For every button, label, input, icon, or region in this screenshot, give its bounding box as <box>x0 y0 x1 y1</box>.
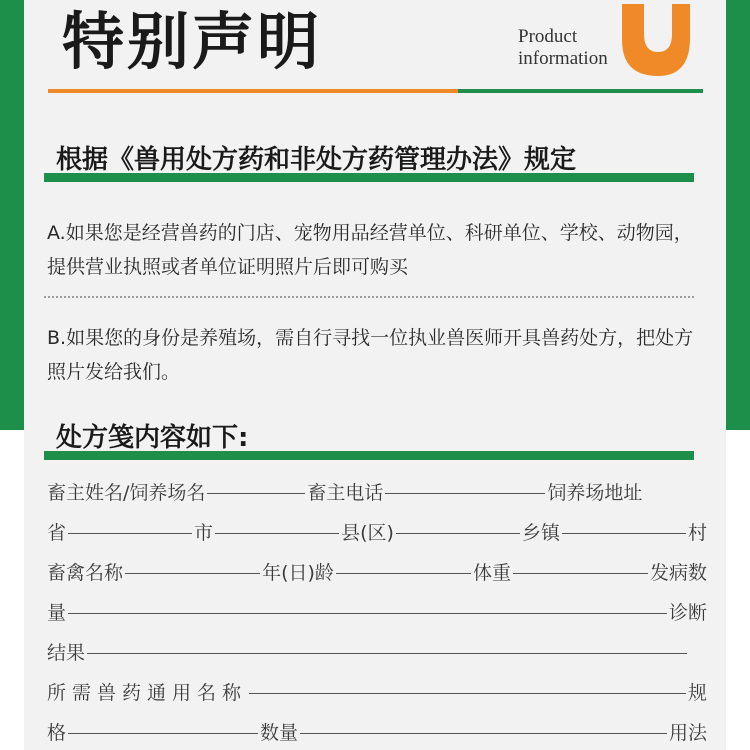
form-line-result <box>47 638 707 668</box>
blank-line <box>396 533 520 534</box>
form-line-drug <box>47 678 707 708</box>
statement-card <box>24 0 726 750</box>
form-line-dosage <box>47 718 707 748</box>
dotted-divider <box>44 296 694 298</box>
regulation-heading <box>44 142 694 182</box>
prescription-heading <box>44 420 694 460</box>
field-owner-phone: 畜主电话 <box>307 482 384 504</box>
prescription-heading-text: 处方笺内容如下: <box>56 423 249 453</box>
field-drug-name: 所需兽药通用名称 <box>47 682 248 704</box>
field-spec: 规 <box>687 682 707 704</box>
blank-line <box>207 493 305 494</box>
brand-logo-icon <box>614 0 694 80</box>
field-city: 市 <box>194 522 214 544</box>
blank-line <box>215 533 339 534</box>
paragraph-a: A.如果您是经营兽药的门店、宠物用品经营单位、科研单位、学校、动物园，提供营业执照或者单位证明照片后即可购买 <box>47 222 693 278</box>
blank-line <box>562 533 686 534</box>
product-label-line2: information <box>518 48 608 69</box>
title-divider-green <box>458 89 703 93</box>
field-county: 县(区) <box>341 522 394 544</box>
product-label-line1: Product <box>518 26 578 47</box>
blank-line <box>68 613 667 614</box>
blank-line <box>300 733 667 734</box>
blank-line <box>249 693 686 694</box>
field-farm-address: 饲养场地址 <box>547 482 643 504</box>
blank-line <box>68 533 192 534</box>
title-divider <box>48 89 703 93</box>
blank-line <box>125 573 260 574</box>
field-weight: 体重 <box>472 562 511 584</box>
field-amount: 数量 <box>260 722 299 744</box>
field-age: 年(日)龄 <box>262 562 334 584</box>
field-village: 村 <box>688 522 708 544</box>
form-line-address <box>47 518 707 548</box>
field-usage: 用法 <box>668 722 707 744</box>
regulation-heading-text: 根据《兽用处方药和非处方药管理办法》规定 <box>56 145 577 175</box>
field-result: 结果 <box>47 642 86 664</box>
title-divider-orange <box>48 89 458 93</box>
blank-line <box>385 493 545 494</box>
blank-line <box>513 573 648 574</box>
paragraph-b: B.如果您的身份是养殖场，需自行寻找一位执业兽医师开具兽药处方，把处方照片发给我们。 <box>47 327 694 383</box>
field-quantity-cont: 量 <box>47 602 67 624</box>
blank-line <box>68 733 258 734</box>
field-animal-name: 畜禽名称 <box>47 562 124 584</box>
field-cases: 发病数 <box>650 562 708 584</box>
field-province: 省 <box>47 522 67 544</box>
field-spec-cont: 格 <box>47 722 67 744</box>
page-title: 特别声明 <box>62 5 323 78</box>
field-owner-name: 畜主姓名/饲养场名 <box>47 482 206 504</box>
form-line-animal <box>47 558 707 588</box>
blank-line <box>87 653 687 654</box>
field-township: 乡镇 <box>521 522 560 544</box>
form-line-owner <box>47 478 707 508</box>
blank-line <box>336 573 471 574</box>
product-information-label <box>518 26 608 70</box>
form-line-quantity <box>47 598 707 628</box>
field-diagnosis: 诊断 <box>668 602 707 624</box>
